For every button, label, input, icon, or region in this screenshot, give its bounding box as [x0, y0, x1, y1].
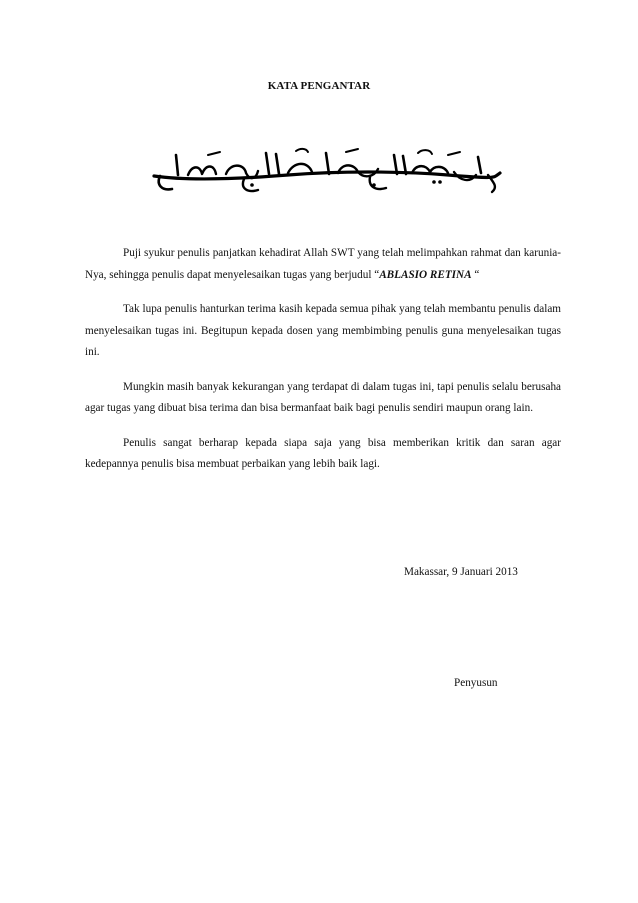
paragraph-feedback: Penulis sangat berharap kepada siapa saja yang bisa memberikan kritik dan saran agar kedepannya penulis bisa membuat perbaikan yang lebih baik lagi. — [85, 436, 561, 470]
paragraph-shortcomings: Mungkin masih banyak kekurangan yang terdapat di dalam tugas ini, tapi penulis selalu berusaha agar tugas yang dibuat bisa terima dan bisa bermanfaat baik bagi penulis sendiri maupun orang lain. — [85, 380, 561, 414]
paragraph-gratitude — [85, 243, 561, 286]
signature-label: Penyusun — [454, 677, 498, 689]
bismillah-calligraphy — [148, 145, 506, 195]
foreword-body — [85, 243, 561, 489]
place-date: Makassar, 9 Januari 2013 — [404, 566, 518, 578]
assignment-title: ABLASIO RETINA — [379, 268, 472, 281]
paragraph-text: Puji syukur penulis panjatkan kehadirat Allah SWT yang telah melimpahkan rahmat dan karunia-Nya, sehingga penulis dapat menyelesaikan tugas yang berjudul “ — [85, 247, 561, 281]
paragraph-thanks: Tak lupa penulis hanturkan terima kasih kepada semua pihak yang telah membantu penulis dalam menyelesaikan tugas ini. Begitupun kepada dosen yang membimbing penulis guna menyelesaikan tugas ini. — [85, 303, 561, 358]
page-title: KATA PENGANTAR — [267, 80, 371, 92]
paragraph-text: “ — [471, 268, 480, 281]
